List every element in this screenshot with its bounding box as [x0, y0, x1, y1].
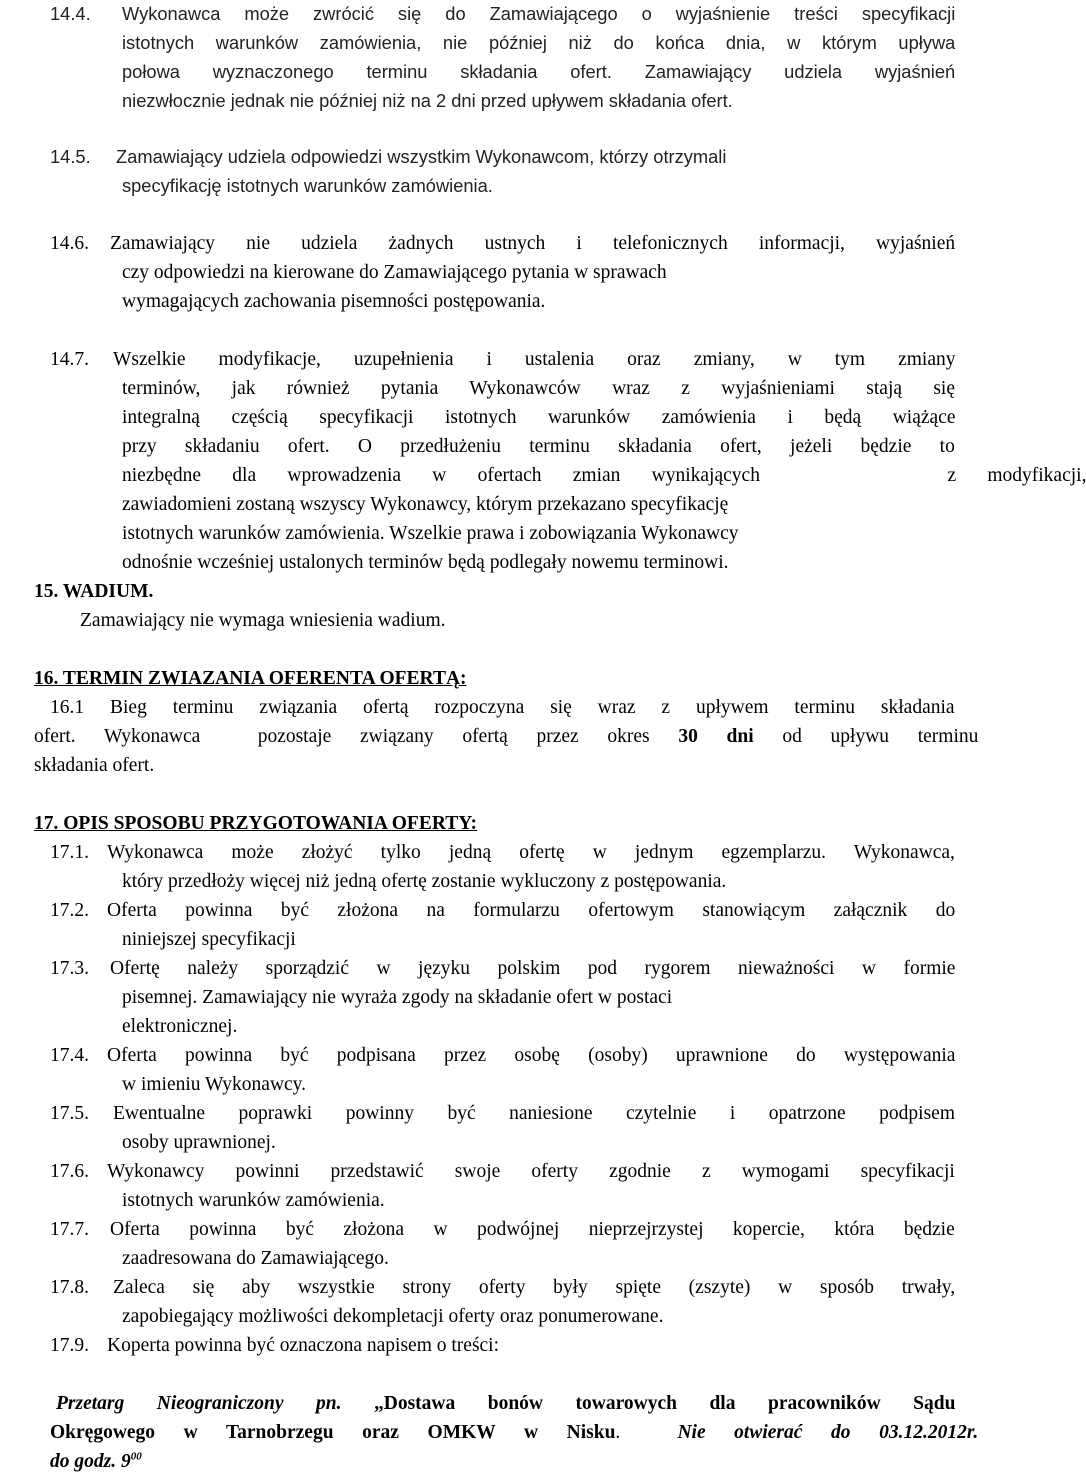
item-17-3-line-3: elektronicznej. — [122, 1016, 238, 1037]
item-14-7-line-5: niezbędne dla wprowadzenia w ofertach zmian wynikających z modyfikacji, — [122, 465, 1086, 486]
item-14-4-line-2: istotnych warunków zamówienia, nie później niż do końca dnia, w którym upływa — [122, 32, 956, 53]
item-14-4-number: 14.4. — [50, 3, 91, 24]
item-14-6-line-1: Zamawiający nie udziela żadnych ustnych i telefonicznych informacji, wyjaśnień — [110, 233, 956, 254]
item-17-1-line-2: który przedłoży więcej niż jedną ofertę zostanie wykluczony z postępowania. — [122, 871, 727, 892]
item-17-5-line-1: Ewentualne poprawki powinny być naniesione czytelnie i opatrzone podpisem — [113, 1103, 955, 1124]
item-17-8-line-2: zapobiegający możliwości dekompletacji oferty oraz ponumerowane. — [122, 1306, 664, 1327]
item-14-7-line-3: integralną częścią specyfikacji istotnych warunków zamówienia i będą wiążące — [122, 407, 956, 428]
item-17-6-number: 17.6. — [50, 1161, 89, 1182]
item-14-7-line-2: terminów, jak również pytania Wykonawców wraz z wyjaśnieniami stają się — [122, 378, 956, 399]
section-16-line-1: 16.1 Bieg terminu związania ofertą rozpoczyna się wraz z upływem terminu składania — [50, 697, 955, 718]
item-17-9-line-1: Koperta powinna być oznaczona napisem o treści: — [107, 1335, 500, 1356]
section-16-line-3: składania ofert. — [34, 755, 155, 776]
section-15-text: Zamawiający nie wymaga wniesienia wadium. — [80, 610, 446, 631]
item-14-5-number: 14.5. — [50, 146, 91, 167]
item-17-9-number: 17.9. — [50, 1335, 89, 1356]
item-17-4-number: 17.4. — [50, 1045, 89, 1066]
item-14-4-line-4: niezwłocznie jednak nie później niż na 2 dni przed upływem składania ofert. — [122, 90, 733, 111]
item-14-7-line-1: Wszelkie modyfikacje, uzupełnienia i ustalenia oraz zmiany, w tym zmiany — [113, 349, 956, 370]
item-17-7-number: 17.7. — [50, 1219, 89, 1240]
item-14-4-line-3: połowa wyznaczonego terminu składania ofert. Zamawiający udziela wyjaśnień — [122, 61, 956, 82]
item-14-4-line-1: Wykonawca może zwrócić się do Zamawiającego o wyjaśnienie treści specyfikacji — [122, 3, 956, 24]
item-14-5-line-1: Zamawiający udziela odpowiedzi wszystkim Wykonawcom, którzy otrzymali — [116, 146, 727, 167]
item-14-7-line-8: odnośnie wcześniej ustalonych terminów będą podlegały nowemu terminowi. — [122, 552, 729, 573]
item-14-7-line-7: istotnych warunków zamówienia. Wszelkie prawa i zobowiązania Wykonawcy — [122, 523, 739, 544]
envelope-label-line-1: Przetarg Nieograniczony pn. „Dostawa bonów towarowych dla pracowników Sądu — [56, 1393, 956, 1414]
period-30-days: 30 dni — [678, 726, 754, 747]
item-17-2-line-1: Oferta powinna być złożona na formularzu ofertowym stanowiącym załącznik do — [107, 900, 956, 921]
item-17-8-number: 17.8. — [50, 1277, 89, 1298]
item-14-6-line-3: wymagających zachowania pisemności postępowania. — [122, 291, 546, 312]
item-17-2-number: 17.2. — [50, 900, 89, 921]
item-17-6-line-1: Wykonawcy powinni przedstawić swoje oferty zgodnie z wymogami specyfikacji — [107, 1161, 955, 1182]
item-17-5-number: 17.5. — [50, 1103, 89, 1124]
section-16-line-2: ofert. Wykonawca pozostaje związany ofertą przez okres 30 dni od upływu terminu — [34, 726, 979, 747]
item-14-7-number: 14.7. — [50, 349, 89, 370]
envelope-label-line-3: do godz. $9^{00}$ — [50, 1450, 142, 1472]
item-17-7-line-2: zaadresowana do Zamawiającego. — [122, 1248, 389, 1269]
item-17-3-line-1: Ofertę należy sporządzić w języku polskim pod rygorem nieważności w formie — [110, 958, 956, 979]
section-15-heading: 15. WADIUM. — [34, 581, 154, 602]
item-17-1-line-1: Wykonawca może złożyć tylko jedną ofertę w jednym egzemplarzu. Wykonawca, — [107, 842, 955, 863]
section-17-heading: 17. OPIS SPOSOBU PRZYGOTOWANIA OFERTY: — [34, 813, 478, 834]
section-16-heading: 16. TERMIN ZWIAZANIA OFERENTA OFERTĄ: — [34, 668, 467, 689]
item-14-6-number: 14.6. — [50, 233, 89, 254]
item-17-4-line-2: w imieniu Wykonawcy. — [122, 1074, 307, 1095]
item-17-4-line-1: Oferta powinna być podpisana przez osobę (osoby) uprawnione do występowania — [107, 1045, 956, 1066]
item-17-3-number: 17.3. — [50, 958, 89, 979]
item-17-3-line-2: pisemnej. Zamawiający nie wyraża zgody na składanie ofert w postaci — [122, 987, 673, 1008]
item-17-2-line-2: niniejszej specyfikacji — [122, 929, 296, 950]
item-14-5-line-2: specyfikację istotnych warunków zamówienia. — [122, 175, 493, 196]
envelope-label-line-2: Okręgowego w Tarnobrzegu oraz OMKW w Nisku. Nie otwierać do 03.12.2012r. — [50, 1422, 979, 1443]
item-17-8-line-1: Zaleca się aby wszystkie strony oferty były spięte (zszyte) w sposób trwały, — [113, 1277, 956, 1298]
item-17-6-line-2: istotnych warunków zamówienia. — [122, 1190, 385, 1211]
item-14-7-line-4: przy składaniu ofert. O przedłużeniu terminu składania ofert, jeżeli będzie to — [122, 436, 955, 457]
item-17-7-line-1: Oferta powinna być złożona w podwójnej nieprzejrzystej kopercie, która będzie — [110, 1219, 955, 1240]
item-14-6-line-2: czy odpowiedzi na kierowane do Zamawiającego pytania w sprawach — [122, 262, 667, 283]
item-17-1-number: 17.1. — [50, 842, 89, 863]
item-14-7-line-6: zawiadomieni zostaną wszyscy Wykonawcy, którym przekazano specyfikację — [122, 494, 729, 515]
item-17-5-line-2: osoby uprawnionej. — [122, 1132, 276, 1153]
